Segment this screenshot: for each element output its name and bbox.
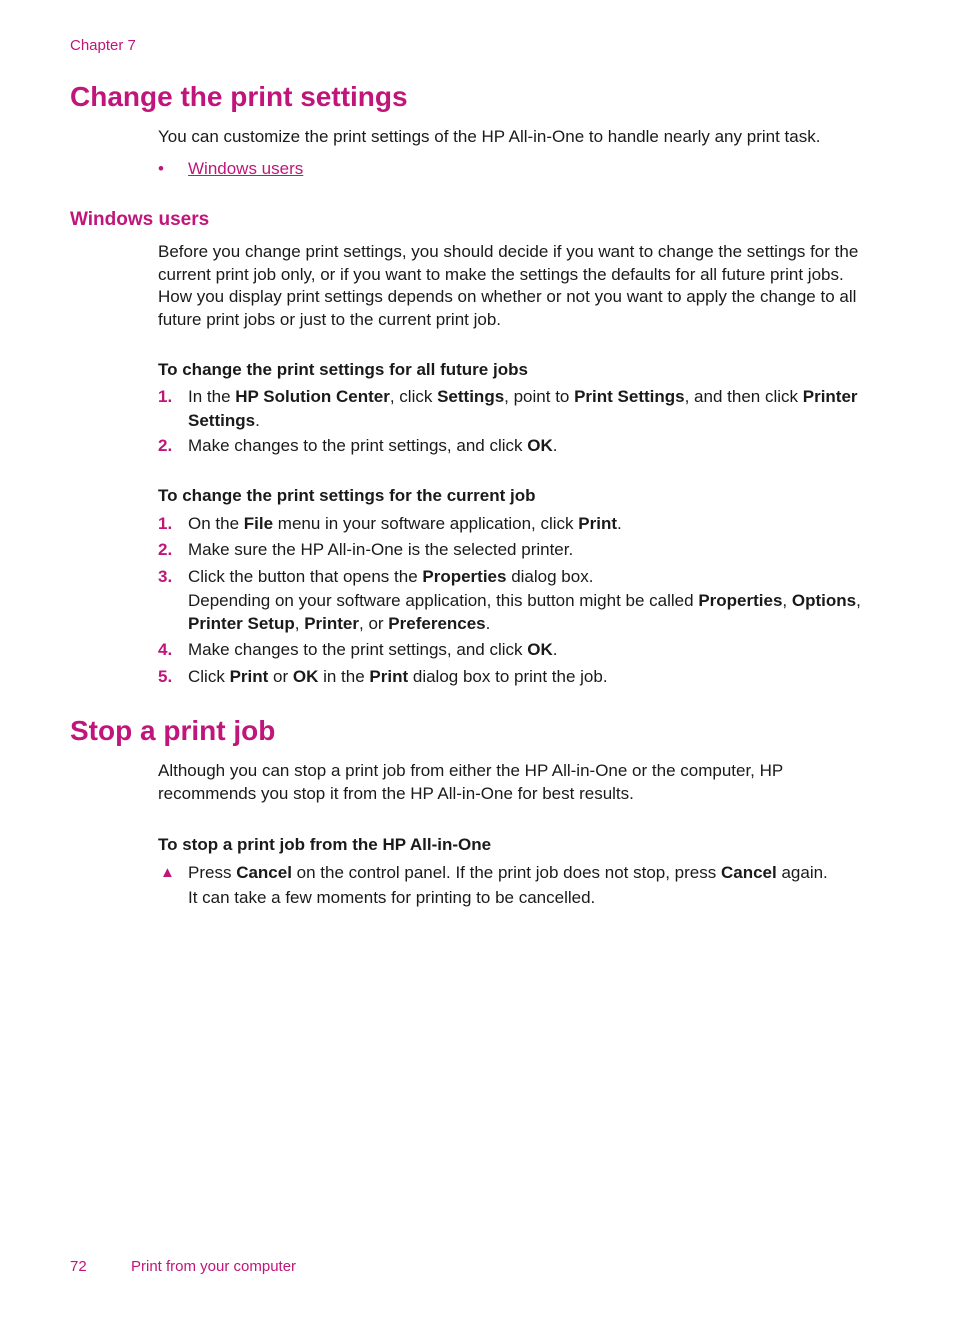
procedure-title-stop-job: To stop a print job from the HP All-in-One: [158, 835, 492, 854]
list-item: [158, 512, 878, 536]
step-number: 1.: [158, 514, 173, 533]
step-text: Make changes to the print settings, and click OK.: [188, 436, 558, 455]
list-item: [158, 860, 878, 910]
footer-title: Print from your computer: [131, 1258, 297, 1275]
bullet-icon: •: [158, 159, 164, 178]
triangle-icon: ▲: [160, 864, 175, 881]
windows-users-link[interactable]: Windows users: [188, 159, 304, 178]
list-item: [158, 434, 878, 458]
section-title-change-print-settings: Change the print settings: [70, 81, 408, 112]
step-text: Make sure the HP All-in-One is the selected printer.: [188, 540, 574, 559]
link-list-item: [158, 157, 878, 181]
step-text: Make changes to the print settings, and click OK.: [188, 640, 558, 659]
subsection-title-windows-users: Windows users: [70, 209, 210, 230]
section-intro: You can customize the print settings of the HP All-in-One to handle nearly any print task.: [158, 127, 821, 146]
list-item: [158, 665, 878, 689]
list-item: [158, 385, 878, 432]
procedure-title-all-future-jobs: To change the print settings for all future jobs: [158, 360, 528, 379]
step-number: 2.: [158, 436, 173, 455]
section-title-stop-print-job: Stop a print job: [70, 715, 276, 746]
page-number: 72: [70, 1258, 87, 1275]
chapter-label: Chapter 7: [70, 37, 136, 54]
step-note: Depending on your software application, this button might be called Properties, Options, Printer Setup, Printer, or Preferences.: [188, 590, 861, 633]
list-item: [158, 565, 878, 636]
list-item: [158, 638, 878, 662]
step-text: Click the button that opens the Properties dialog box.: [188, 567, 594, 586]
step-text: Press Cancel on the control panel. If the print job does not stop, press Cancel again.: [188, 863, 828, 882]
step-number: 2.: [158, 540, 173, 559]
step-text: On the File menu in your software application, click Print.: [188, 514, 622, 533]
list-item: [158, 538, 878, 562]
windows-paragraph: Before you change print settings, you should decide if you want to change the settings for the current print job only, or if you want to make the settings the defaults for all future print jobs. How you display print settings depends on whether or not you want to apply the change to all future print jobs or just to the current print job.: [158, 242, 859, 329]
step-number: 5.: [158, 667, 173, 686]
step-text: In the HP Solution Center, click Settings, point to Print Settings, and then click Printer Settings.: [188, 387, 858, 430]
step-number: 4.: [158, 640, 173, 659]
step-text: Click Print or OK in the Print dialog box to print the job.: [188, 667, 608, 686]
step-note: It can take a few moments for printing to be cancelled.: [188, 888, 596, 907]
stop-intro: Although you can stop a print job from either the HP All-in-One or the computer, HP recommends you stop it from the HP All-in-One for best results.: [158, 761, 783, 803]
step-number: 3.: [158, 567, 173, 586]
step-number: 1.: [158, 387, 173, 406]
procedure-title-current-job: To change the print settings for the current job: [158, 486, 536, 505]
